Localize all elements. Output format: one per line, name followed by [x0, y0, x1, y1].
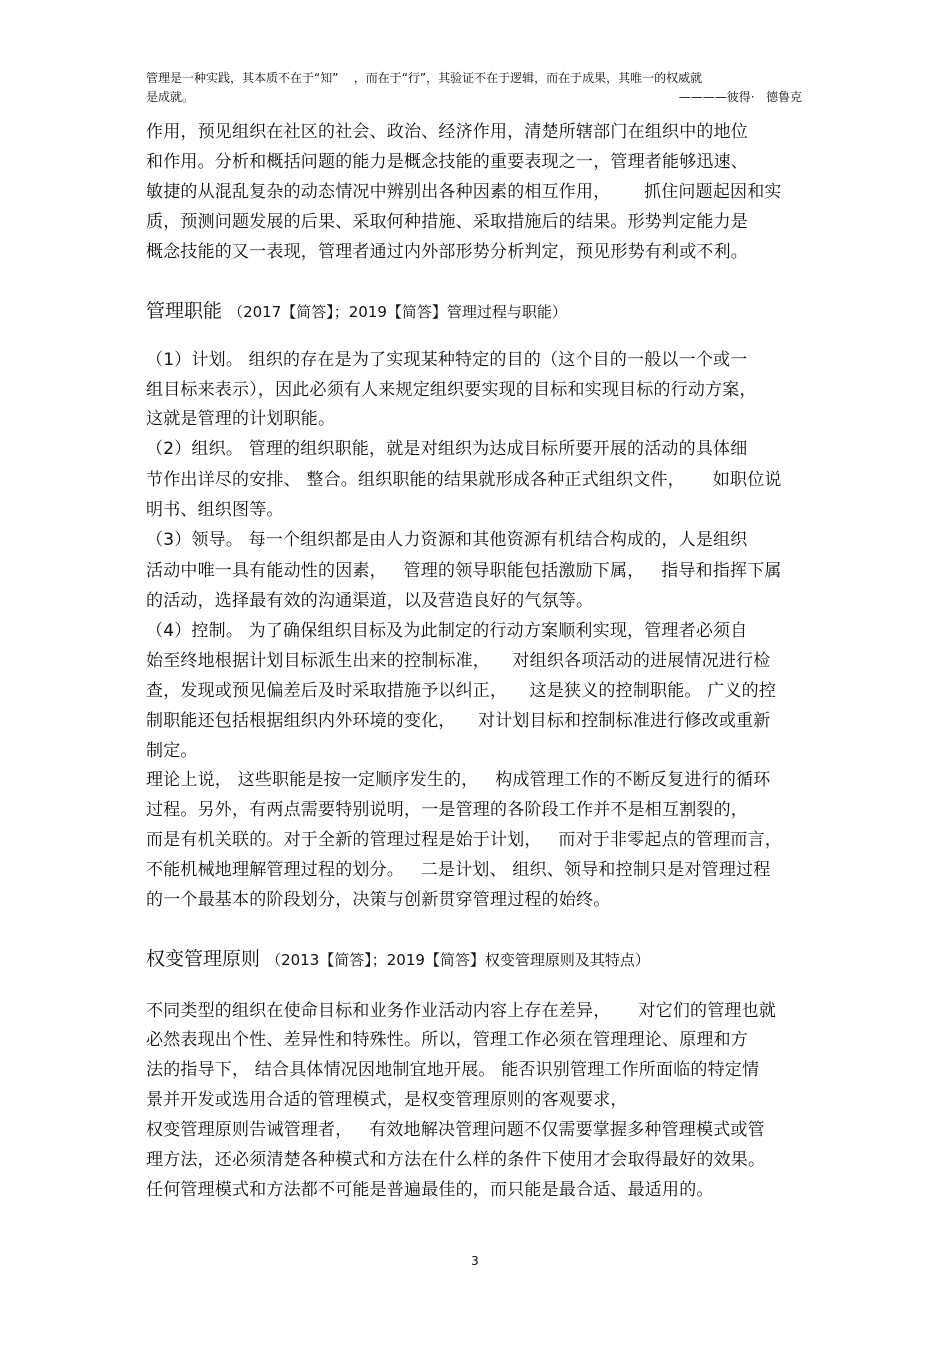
header-quote-line2: 是成就。	[146, 90, 195, 104]
section-title: 权变管理原则	[146, 948, 261, 970]
header-attribution: ————彼得· 德鲁克	[678, 90, 802, 104]
body-line: （2）组织。 管理的组织职能，就是对组织为达成目标所要开展的活动的具体细	[146, 439, 748, 459]
body-line: 组目标来表示），因此必须有人来规定组织要实现的目标和实现目标的行动方案，	[146, 380, 757, 400]
body-line: 而是有机关联的。对于全新的管理过程是始于计划， 而对于非零起点的管理而言，	[146, 830, 783, 850]
body-line: 始至终地根据计划目标派生出来的控制标准， 对组织各项活动的进展情况进行检	[146, 651, 771, 671]
body-line: 权变管理原则告诫管理者， 有效地解决管理问题不仅需要掌握多种管理模式或管	[146, 1120, 765, 1140]
body-line: 明书、组织图等。	[146, 500, 284, 520]
body-line: 制职能还包括根据组织内外环境的变化， 对计划目标和控制标准进行修改或重新	[146, 711, 771, 731]
body-line: 任何管理模式和方法都不可能是普遍最佳的，而只能是最合适、最适用的。	[146, 1180, 714, 1200]
intro-line: 概念技能的又一表现，管理者通过内外部形势分析判定，预见形势有利或不利。	[146, 242, 748, 262]
body-line: 活动中唯一具有能动性的因素， 管理的领导职能包括激励下属， 指导和指挥下属	[146, 561, 782, 581]
section-heading-contingency-principle	[146, 947, 650, 972]
section-subtitle: （2017【简答】；2019【简答】管理过程与职能）	[228, 303, 567, 321]
intro-line: 质，预测问题发展的后果、采取何种措施、采取措施后的结果。形势判定能力是	[146, 212, 748, 232]
body-line: （1）计划。 组织的存在是为了实现某种特定的目的（这个目的一般以一个或一	[146, 350, 748, 370]
body-line: 的活动，选择最有效的沟通渠道，以及营造良好的气氛等。	[146, 591, 594, 611]
body-line: 理论上说， 这些职能是按一定顺序发生的， 构成管理工作的不断反复进行的循环	[146, 770, 771, 790]
intro-line: 作用，预见组织在社区的社会、政治、经济作用，清楚所辖部门在组织中的地位	[146, 122, 748, 142]
intro-line: 敏捷的从混乱复杂的动态情况中辨别出各种因素的相互作用， 抓住问题起因和实	[146, 182, 782, 202]
body-line: 必然表现出个性、差异性和特殊性。所以，管理工作必须在管理理论、原理和方	[146, 1030, 748, 1050]
body-line: 景并开发或选用合适的管理模式，是权变管理原则的客观要求，	[146, 1090, 628, 1110]
page-number: 3	[471, 1254, 479, 1268]
body-line: 法的指导下， 结合具体情况因地制宜地开展。 能否识别管理工作所面临的特定情	[146, 1060, 760, 1080]
body-line: 制定。	[146, 741, 198, 761]
body-line: 这就是管理的计划职能。	[146, 409, 336, 429]
body-line: 节作出详尽的安排、 整合。组织职能的结果就形成各种正式组织文件， 如职位说	[146, 470, 782, 490]
body-line: 过程。另外，有两点需要特别说明，一是管理的各阶段工作并不是相互割裂的，	[146, 800, 748, 820]
body-line: （3）领导。 每一个组织都是由人力资源和其他资源有机结合构成的，人是组织	[146, 530, 748, 550]
section-heading-management-functions	[146, 299, 567, 324]
intro-line: 和作用。分析和概括问题的能力是概念技能的重要表现之一，管理者能够迅速、	[146, 152, 748, 172]
body-line: 不同类型的组织在使命目标和业务作业活动内容上存在差异， 对它们的管理也就	[146, 1001, 777, 1021]
body-line: （4）控制。 为了确保组织目标及为此制定的行动方案顺利实现，管理者必须自	[146, 621, 748, 641]
section-title: 管理职能	[146, 300, 223, 322]
header-quote-line1: 管理是一种实践，其本质不在于“知” ，而在于“行”，其验证不在于逻辑，而在于成果，其唯一的权威就	[146, 71, 703, 85]
body-line: 不能机械地理解管理过程的划分。 二是计划、 组织、领导和控制只是对管理过程	[146, 860, 771, 880]
body-line: 的一个最基本的阶段划分，决策与创新贯穿管理过程的始终。	[146, 890, 611, 910]
body-line: 理方法，还必须清楚各种模式和方法在什么样的条件下使用才会取得最好的效果。	[146, 1150, 766, 1170]
body-line: 查，发现或预见偏差后及时采取措施予以纠正， 这是狭义的控制职能。 广义的控	[146, 681, 777, 701]
section-subtitle: （2013【简答】；2019【简答】权变管理原则及其特点）	[266, 951, 650, 969]
